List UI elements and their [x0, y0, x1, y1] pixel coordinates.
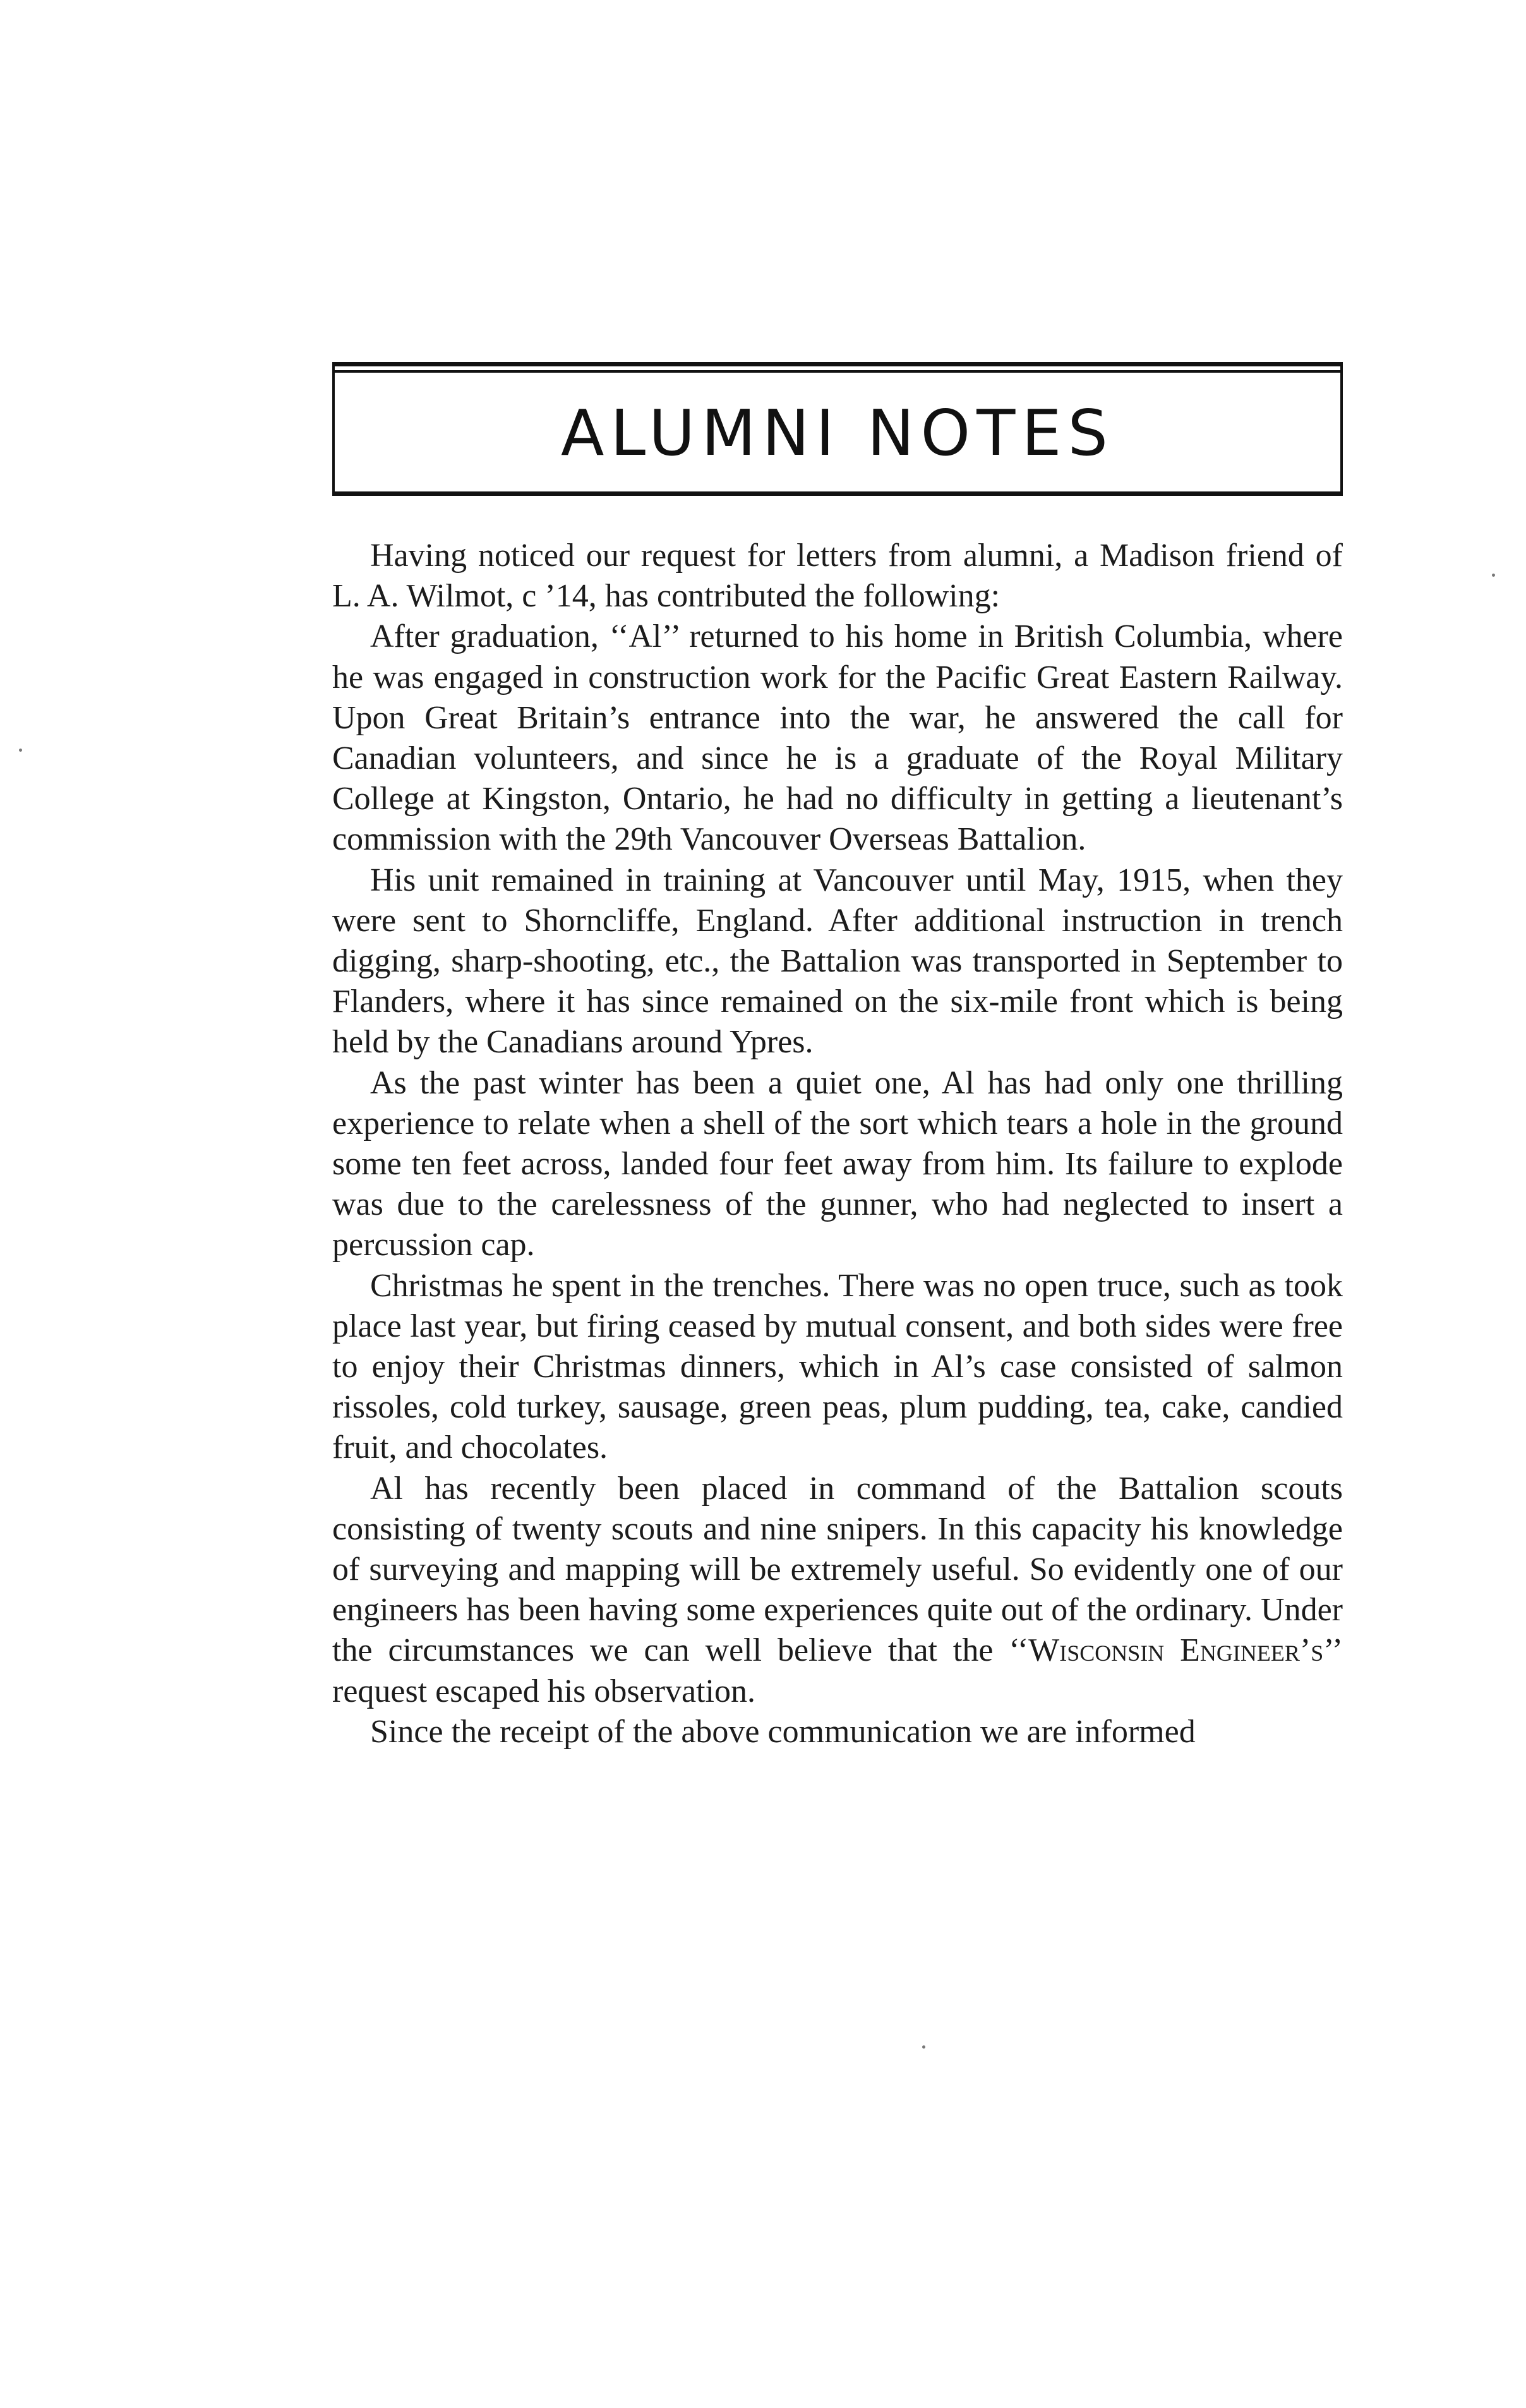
paragraph-7: Since the receipt of the above communication we are informed [370, 1713, 1196, 1750]
paragraph-6-tail: request escaped his observation. [332, 1673, 756, 1709]
page-title: ALUMNI NOTES [561, 396, 1114, 470]
paragraph-3: His unit remained in training at Vancouver until May, 1915, when they were sent to Shorncliffe, England. After additional instruction in trench digging, sharp-shooting, etc., the Battalion was transported in September to Flanders, where it has since remained on the six-mile front which is being held by the Canadians around Ypres. [332, 862, 1343, 1061]
paragraph-6-text: Al has recently been placed in command of the Battalion scouts consisting of twenty scouts and nine snipers. In this capacity his knowledge of surveying and mapping will be extremely useful. So evidently one of our engineers has been having some experiences quite out of the ordinary. Under the circumstances we can well believe that the [332, 1470, 1343, 1669]
paragraph-4: As the past winter has been a quiet one, Al has had only one thrilling experience to relate when a shell of the sort which tears a hole in the ground some ten feet across, landed four feet away from him. Its failure to explode was due to the carelessness of the gunner, who had neglected to insert a percussion cap. [332, 1064, 1343, 1263]
scan-speck [922, 2045, 925, 2049]
paragraph-2: After graduation, ‘‘Al’’ returned to his home in British Columbia, where he was engaged in construction work for the Pacific Great Eastern Railway. Upon Great Britain’s entrance into the war, he answered the call for Canadian volunteers, and since he is a graduate of the Royal Military College at Kingston, Ontario, he had no difficulty in getting a lieutenant’s commission with the 29th Vancouver Overseas Battalion. [332, 618, 1343, 858]
paragraph-5: Christmas he spent in the trenches. There was no open truce, such as took place last year, but firing ceased by mutual consent, and both sides were free to enjoy their Christmas dinners, which in Al’s case consisted of salmon rissoles, cold turkey, sausage, green peas, plum pudding, tea, cake, candied fruit, and chocolates. [332, 1267, 1343, 1466]
article-body [332, 536, 1343, 1752]
title-frame [332, 362, 1343, 496]
scan-speck [19, 749, 22, 752]
paragraph-6 [332, 1469, 1343, 1712]
scan-speck [1492, 574, 1495, 577]
paragraph-1: Having noticed our request for letters from alumni, a Madison friend of L. A. Wilmot, c ’14, has contributed the following: [332, 538, 1343, 615]
journal-name: ‘‘Wisconsin Engineer’s’’ [1009, 1632, 1343, 1669]
